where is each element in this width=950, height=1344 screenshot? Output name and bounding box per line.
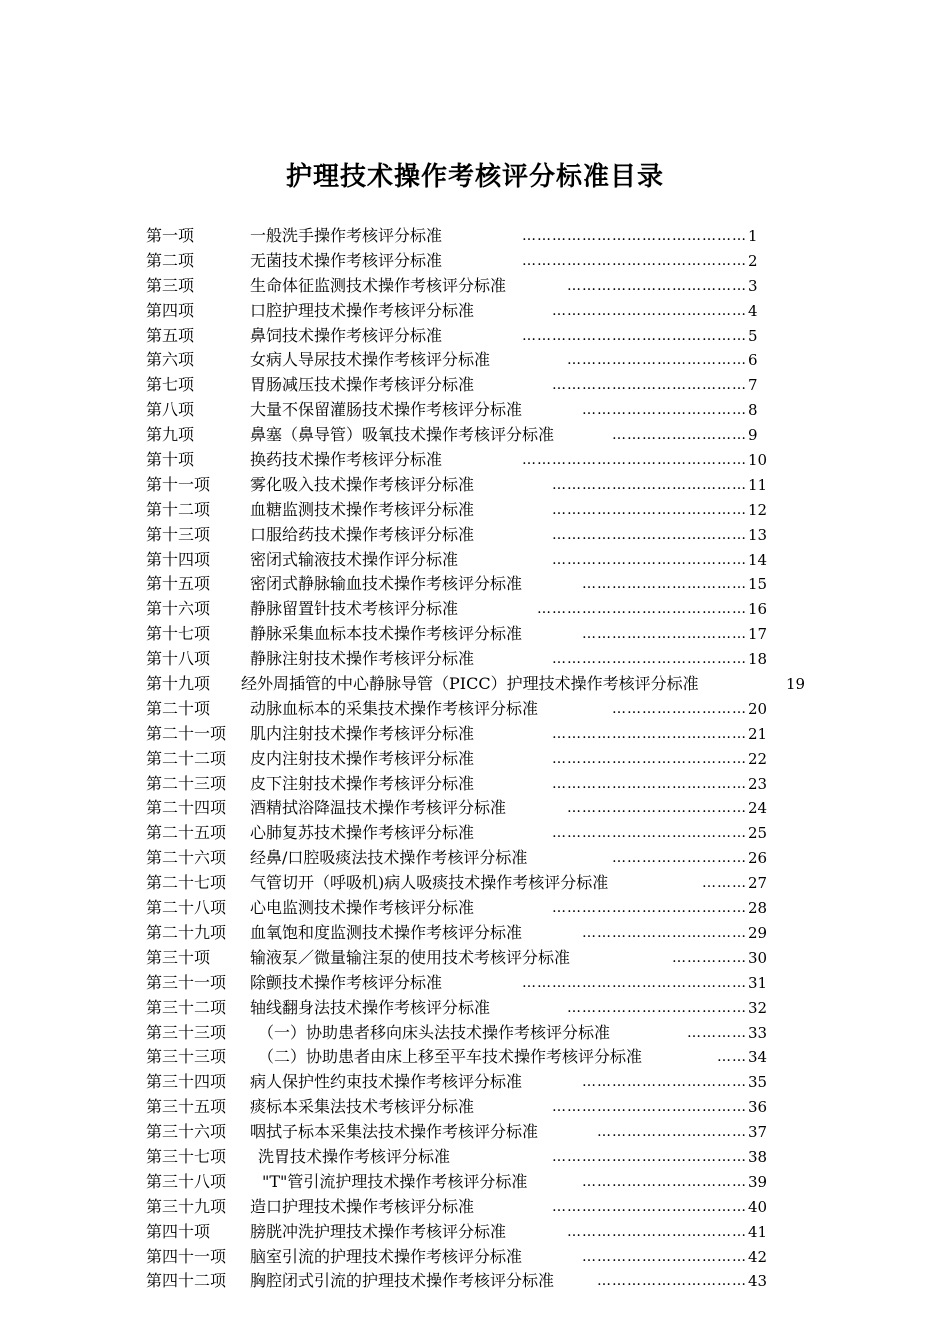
- toc-entry[interactable]: [146, 498, 806, 523]
- entry-title: 密闭式输液技术操作评分标准: [250, 549, 459, 569]
- leader-dots: …………………………………: [552, 1198, 747, 1215]
- entry-number: 第十二项: [146, 499, 211, 519]
- toc-entry[interactable]: [146, 373, 806, 398]
- toc-entry[interactable]: [146, 1170, 806, 1195]
- entry-title: 肌内注射技术操作考核评分标准: [250, 723, 475, 743]
- page-number: 6: [748, 351, 758, 370]
- page-number: 3: [748, 276, 758, 295]
- page-number: 41: [748, 1222, 768, 1241]
- page-number: 21: [748, 724, 768, 743]
- page-number: 33: [748, 1023, 768, 1042]
- entry-number: 第二十七项: [146, 873, 227, 893]
- entry-number: 第六项: [146, 350, 195, 370]
- entry-number: 第十七项: [146, 624, 211, 644]
- entry-number: 第十三项: [146, 524, 211, 544]
- page-number: 40: [748, 1197, 768, 1216]
- leader-dots: …………………………………: [552, 377, 747, 394]
- toc-entry[interactable]: [146, 324, 806, 349]
- entry-number: 第三十三项: [146, 1047, 227, 1067]
- page-number: 25: [748, 824, 768, 843]
- leader-dots: …………………………………: [552, 526, 747, 543]
- page-number: 31: [748, 973, 768, 992]
- leader-dots: ………………………………: [567, 277, 747, 294]
- toc-entry[interactable]: [146, 224, 806, 249]
- entry-title: 动脉血标本的采集技术操作考核评分标准: [250, 698, 539, 718]
- entry-title: 密闭式静脉输血技术操作考核评分标准: [250, 574, 523, 594]
- entry-title: 一般洗手操作考核评分标准: [250, 226, 443, 245]
- entry-number: 第十九项: [146, 674, 211, 694]
- entry-title: 皮下注射技术操作考核评分标准: [250, 773, 475, 793]
- entry-title: 生命体征监测技术操作考核评分标准: [250, 275, 507, 295]
- page-number: 27: [748, 874, 768, 893]
- leader-dots: …………………………………: [552, 725, 747, 742]
- toc-entry[interactable]: [146, 821, 806, 846]
- page-number: 43: [748, 1272, 768, 1291]
- page-number: 10: [748, 451, 768, 470]
- entry-title: 鼻塞（鼻导管）吸氧技术操作考核评分标准: [250, 425, 555, 445]
- toc-entry[interactable]: [146, 473, 806, 498]
- entry-number: 第一项: [146, 226, 195, 245]
- leader-dots: …………………………………: [552, 750, 747, 767]
- leader-dots: ……………………………: [582, 576, 747, 593]
- toc-entry[interactable]: [146, 996, 806, 1021]
- entry-title: 女病人导尿技术操作考核评分标准: [250, 350, 491, 370]
- toc-entry[interactable]: [146, 398, 806, 423]
- entry-title: 洗胃技术操作考核评分标准: [258, 1146, 451, 1166]
- page-number: 18: [748, 650, 768, 669]
- page-title: 护理技术操作考核评分标准目录: [285, 162, 664, 192]
- page-number: 7: [748, 376, 758, 395]
- toc-entry[interactable]: [146, 1095, 806, 1120]
- entry-number: 第二十二项: [146, 748, 227, 768]
- entry-number: 第二十九项: [146, 922, 227, 942]
- page-number: 19: [786, 675, 806, 694]
- entry-number: 第八项: [146, 400, 195, 420]
- page-number: 36: [748, 1098, 768, 1117]
- toc-entry[interactable]: [146, 1195, 806, 1220]
- toc-entry[interactable]: [146, 1220, 806, 1245]
- entry-number: 第四十一项: [146, 1246, 227, 1266]
- toc-entry[interactable]: [146, 846, 806, 871]
- entry-number: 第三十二项: [146, 997, 227, 1017]
- toc-entry[interactable]: [146, 1245, 806, 1270]
- toc-entry[interactable]: [146, 796, 806, 821]
- entry-number: 第四项: [146, 300, 195, 320]
- toc-entry[interactable]: [146, 548, 806, 573]
- entry-number: 第三十八项: [146, 1171, 227, 1191]
- entry-number: 第二十三项: [146, 773, 227, 793]
- entry-title: 气管切开（呼吸机)病人吸痰技术操作考核评分标准: [250, 873, 609, 893]
- leader-dots: ………………………………………: [522, 974, 747, 991]
- toc-entry[interactable]: [146, 572, 806, 597]
- toc-entry[interactable]: [146, 722, 806, 747]
- page-number: 23: [748, 774, 768, 793]
- page-number: 1: [748, 227, 758, 245]
- entry-number: 第二十项: [146, 698, 211, 718]
- leader-dots: …………………………: [597, 1124, 747, 1141]
- toc-entry[interactable]: [146, 971, 806, 996]
- entry-title: 心肺复苏技术操作考核评分标准: [250, 823, 475, 843]
- entry-number: 第七项: [146, 375, 195, 395]
- page-number: 30: [748, 948, 768, 967]
- leader-dots: ………: [702, 875, 747, 892]
- entry-number: 第三项: [146, 275, 195, 295]
- entry-title: 血糖监测技术操作考核评分标准: [250, 499, 475, 519]
- toc-entry[interactable]: [146, 647, 806, 672]
- entry-title: 静脉留置针技术考核评分标准: [250, 599, 459, 619]
- toc-entry[interactable]: [146, 597, 806, 622]
- toc-entry[interactable]: [146, 1021, 806, 1046]
- toc-entry[interactable]: [146, 747, 806, 772]
- page-number: 4: [748, 301, 758, 320]
- entry-title: 大量不保留灌肠技术操作考核评分标准: [250, 400, 523, 420]
- leader-dots: ……………: [672, 949, 747, 966]
- leader-dots: ……………………………: [582, 1074, 747, 1091]
- page-number: 2: [748, 251, 758, 270]
- entry-number: 第二项: [146, 250, 195, 270]
- leader-dots: …………………………………: [552, 900, 747, 917]
- page-number: 22: [748, 749, 768, 768]
- page-number: 8: [748, 401, 758, 420]
- entry-number: 第二十五项: [146, 823, 227, 843]
- page-number: 12: [748, 500, 768, 519]
- leader-dots: …………………………………: [552, 501, 747, 518]
- page-number: 13: [748, 525, 768, 544]
- leader-dots: ……………………………: [582, 626, 747, 643]
- leader-dots: ………………………………………: [522, 327, 747, 344]
- entry-title: 换药技术操作考核评分标准: [250, 450, 443, 470]
- entry-title: 胸腔闭式引流的护理技术操作考核评分标准: [250, 1271, 555, 1291]
- entry-number: 第四十项: [146, 1221, 211, 1241]
- entry-number: 第十一项: [146, 474, 211, 494]
- page-number: 26: [748, 849, 768, 868]
- entry-title: （二）协助患者由床上移至平车技术操作考核评分标准: [258, 1047, 643, 1067]
- entry-title: 血氧饱和度监测技术操作考核评分标准: [250, 922, 523, 942]
- page-number: 37: [748, 1123, 768, 1142]
- page-number: 11: [748, 475, 768, 494]
- entry-title: 雾化吸入技术操作考核评分标准: [250, 474, 475, 494]
- entry-title: 静脉注射技术操作考核评分标准: [250, 649, 475, 669]
- leader-dots: ………………………………: [567, 1223, 747, 1240]
- entry-title: 酒精拭浴降温技术操作考核评分标准: [250, 798, 507, 818]
- entry-number: 第三十七项: [146, 1146, 227, 1166]
- toc-entry[interactable]: [146, 1070, 806, 1095]
- toc-entry[interactable]: [146, 896, 806, 921]
- entry-number: 第二十六项: [146, 848, 227, 868]
- entry-number: 第五项: [146, 325, 195, 345]
- leader-dots: ……………………………………: [537, 601, 747, 618]
- toc-entry[interactable]: [146, 1120, 806, 1145]
- page-number: 24: [748, 799, 768, 818]
- leader-dots: ………………………………: [567, 999, 747, 1016]
- toc-entry[interactable]: [146, 274, 806, 299]
- entry-number: 第九项: [146, 425, 195, 445]
- entry-title: 除颤技术操作考核评分标准: [250, 972, 443, 992]
- entry-title: 口腔护理技术操作考核评分标准: [250, 300, 475, 320]
- entry-title: 无菌技术操作考核评分标准: [250, 250, 443, 270]
- entry-number: 第十六项: [146, 599, 211, 619]
- entry-number: 第三十三项: [146, 1022, 227, 1042]
- leader-dots: …………: [687, 1024, 747, 1041]
- entry-title: 轴线翻身法技术操作考核评分标准: [250, 997, 491, 1017]
- entry-number: 第三十一项: [146, 972, 227, 992]
- toc-entry[interactable]: [146, 523, 806, 548]
- entry-number: 第三十五项: [146, 1097, 227, 1117]
- toc-entry[interactable]: [146, 423, 806, 448]
- leader-dots: …………………………………: [552, 651, 747, 668]
- leader-dots: …………………………………: [552, 1099, 747, 1116]
- entry-number: 第四十二项: [146, 1271, 227, 1291]
- leader-dots: ………………………………: [567, 800, 747, 817]
- table-of-contents: [146, 224, 806, 1294]
- leader-dots: ………………………………………: [522, 452, 747, 469]
- page-number: 34: [748, 1048, 768, 1067]
- toc-entry[interactable]: [146, 448, 806, 473]
- page-number: 17: [748, 625, 768, 644]
- page-number: 38: [748, 1147, 768, 1166]
- entry-number: 第二十四项: [146, 798, 227, 818]
- toc-entry[interactable]: [146, 946, 806, 971]
- toc-entry[interactable]: [146, 921, 806, 946]
- entry-number: 第十项: [146, 450, 195, 470]
- entry-number: 第十四项: [146, 549, 211, 569]
- entry-title: 鼻饲技术操作考核评分标准: [250, 325, 443, 345]
- toc-entry[interactable]: [146, 249, 806, 274]
- toc-entry[interactable]: [146, 871, 806, 896]
- page-number: 28: [748, 899, 768, 918]
- entry-number: 第二十一项: [146, 723, 227, 743]
- entry-title: 造口护理技术操作考核评分标准: [250, 1196, 475, 1216]
- toc-entry[interactable]: [146, 1045, 806, 1070]
- entry-number: 第二十八项: [146, 898, 227, 918]
- entry-title: 心电监测技术操作考核评分标准: [250, 898, 475, 918]
- toc-entry[interactable]: [146, 1269, 806, 1294]
- toc-entry[interactable]: [146, 697, 806, 722]
- entry-number: 第三十四项: [146, 1072, 227, 1092]
- leader-dots: ………………………………………: [522, 252, 747, 269]
- entry-title: （一）协助患者移向床头法技术操作考核评分标准: [258, 1022, 611, 1042]
- toc-entry[interactable]: [146, 772, 806, 797]
- page-number: 14: [748, 550, 768, 569]
- toc-entry[interactable]: [146, 299, 806, 324]
- leader-dots: ……………………………: [582, 924, 747, 941]
- entry-number: 第三十项: [146, 947, 211, 967]
- page-number: 20: [748, 699, 768, 718]
- leader-dots: ………………………………: [567, 352, 747, 369]
- entry-title: 经外周插管的中心静脉导管（PICC）护理技术操作考核评分标准: [241, 674, 699, 694]
- entry-title: 病人保护性约束技术操作考核评分标准: [250, 1072, 523, 1092]
- leader-dots: ………………………: [612, 427, 747, 444]
- leader-dots: …………………………: [597, 1273, 747, 1290]
- entry-title: 脑室引流的护理技术操作考核评分标准: [250, 1246, 523, 1266]
- entry-number: 第三十六项: [146, 1122, 227, 1142]
- toc-entry[interactable]: [146, 1145, 806, 1170]
- leader-dots: …………………………………: [552, 302, 747, 319]
- entry-title: 口服给药技术操作考核评分标准: [250, 524, 475, 544]
- entry-title: 痰标本采集法技术考核评分标准: [250, 1097, 475, 1117]
- leader-dots: …………………………………: [552, 825, 747, 842]
- entry-title: 输液泵／微量输注泵的使用技术考核评分标准: [250, 947, 571, 967]
- entry-title: 咽拭子标本采集法技术操作考核评分标准: [250, 1122, 539, 1142]
- page-number: 35: [748, 1073, 768, 1092]
- entry-title: 膀胱冲洗护理技术操作考核评分标准: [250, 1221, 507, 1241]
- entry-number: 第三十九项: [146, 1196, 227, 1216]
- entry-title: 胃肠减压技术操作考核评分标准: [250, 375, 475, 395]
- page-number: 9: [748, 426, 758, 445]
- page-number: 39: [748, 1172, 768, 1191]
- toc-entry[interactable]: [146, 622, 806, 647]
- leader-dots: …………………………………: [552, 775, 747, 792]
- entry-number: 第十八项: [146, 649, 211, 669]
- entry-title: 皮内注射技术操作考核评分标准: [250, 748, 475, 768]
- page-number: 32: [748, 998, 768, 1017]
- leader-dots: ………………………: [612, 700, 747, 717]
- page-number: 29: [748, 923, 768, 942]
- leader-dots: …………………………………: [552, 476, 747, 493]
- page-number: 16: [748, 600, 768, 619]
- entry-title: 静脉采集血标本技术操作考核评分标准: [250, 624, 523, 644]
- toc-entry[interactable]: [146, 672, 806, 697]
- leader-dots: ……………………………: [582, 402, 747, 419]
- leader-dots: …………………………………: [552, 551, 747, 568]
- leader-dots: ……: [717, 1049, 747, 1066]
- leader-dots: ………………………: [612, 850, 747, 867]
- leader-dots: ……………………………: [582, 1248, 747, 1265]
- page-number: 5: [748, 326, 758, 345]
- entry-title: 经鼻/口腔吸痰法技术操作考核评分标准: [250, 848, 528, 868]
- entry-title: "T"管引流护理技术操作考核评分标准: [262, 1171, 528, 1191]
- page-number: 15: [748, 575, 768, 594]
- leader-dots: ………………………………………: [522, 228, 747, 244]
- entry-number: 第十五项: [146, 574, 211, 594]
- page-number: 42: [748, 1247, 768, 1266]
- leader-dots: …………………………………: [552, 1148, 747, 1165]
- toc-entry[interactable]: [146, 348, 806, 373]
- leader-dots: ……………………………: [582, 1173, 747, 1190]
